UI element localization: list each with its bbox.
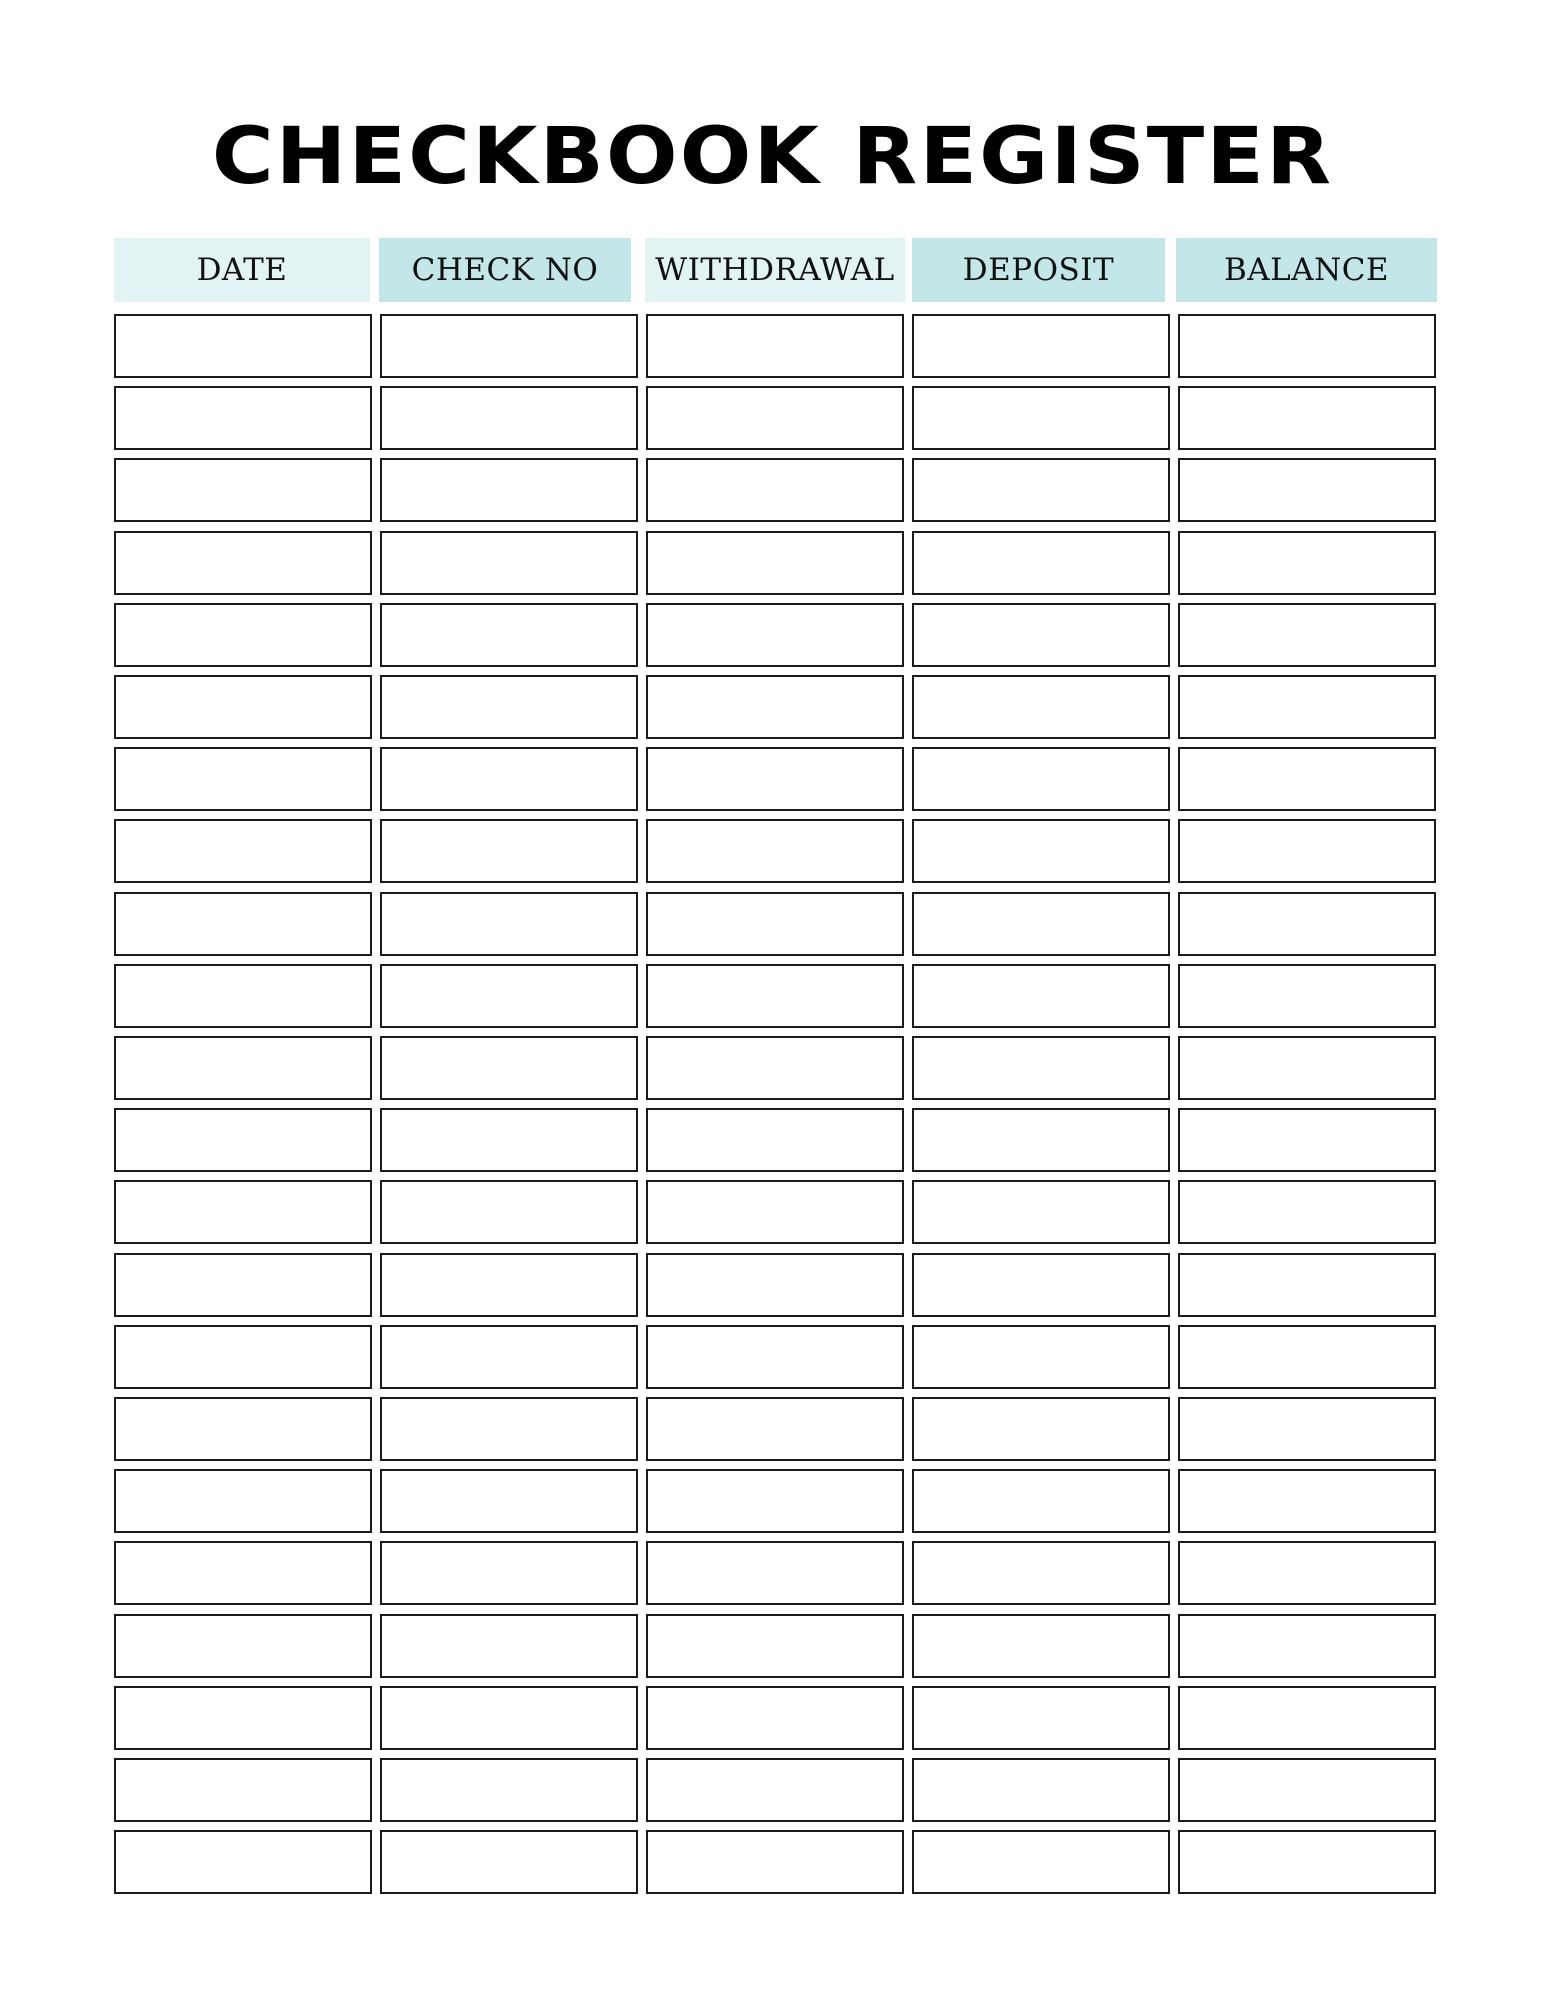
entry-cell-check-no[interactable] — [380, 892, 638, 956]
entry-cell-withdrawal[interactable] — [646, 1686, 904, 1750]
column-header-date: DATE — [114, 238, 370, 302]
entry-cell-check-no[interactable] — [380, 1325, 638, 1389]
entry-cell-date[interactable] — [114, 1686, 372, 1750]
entry-cell-withdrawal[interactable] — [646, 1036, 904, 1100]
entry-cell-withdrawal[interactable] — [646, 603, 904, 667]
entry-cell-date[interactable] — [114, 386, 372, 450]
entry-cell-date[interactable] — [114, 531, 372, 595]
entry-cell-check-no[interactable] — [380, 675, 638, 739]
entry-cell-deposit[interactable] — [912, 1686, 1170, 1750]
entry-cell-check-no[interactable] — [380, 531, 638, 595]
entry-cell-balance[interactable] — [1178, 1469, 1436, 1533]
entry-cell-deposit[interactable] — [912, 314, 1170, 378]
entry-cell-balance[interactable] — [1178, 458, 1436, 522]
entry-cell-withdrawal[interactable] — [646, 675, 904, 739]
entry-cell-withdrawal[interactable] — [646, 386, 904, 450]
entry-cell-date[interactable] — [114, 1397, 372, 1461]
entry-cell-deposit[interactable] — [912, 819, 1170, 883]
column-header-deposit: DEPOSIT — [912, 238, 1165, 302]
entry-cell-balance[interactable] — [1178, 1180, 1436, 1244]
entry-cell-date[interactable] — [114, 458, 372, 522]
entry-cell-deposit[interactable] — [912, 1397, 1170, 1461]
entry-cell-check-no[interactable] — [380, 1830, 638, 1894]
entry-cell-check-no[interactable] — [380, 458, 638, 522]
entry-cell-balance[interactable] — [1178, 819, 1436, 883]
entry-cell-date[interactable] — [114, 675, 372, 739]
entry-cell-balance[interactable] — [1178, 1686, 1436, 1750]
entry-cell-balance[interactable] — [1178, 1758, 1436, 1822]
entry-cell-deposit[interactable] — [912, 531, 1170, 595]
entry-cell-balance[interactable] — [1178, 675, 1436, 739]
entry-cell-withdrawal[interactable] — [646, 1541, 904, 1605]
entry-cell-deposit[interactable] — [912, 1758, 1170, 1822]
entry-cell-withdrawal[interactable] — [646, 314, 904, 378]
entry-cell-withdrawal[interactable] — [646, 1758, 904, 1822]
entry-cell-date[interactable] — [114, 314, 372, 378]
entry-cell-deposit[interactable] — [912, 1180, 1170, 1244]
entry-cell-deposit[interactable] — [912, 1614, 1170, 1678]
entry-cell-withdrawal[interactable] — [646, 747, 904, 811]
entry-cell-check-no[interactable] — [380, 1686, 638, 1750]
entry-cell-deposit[interactable] — [912, 675, 1170, 739]
column-header-withdrawal: WITHDRAWAL — [645, 238, 905, 302]
entry-cell-check-no[interactable] — [380, 1397, 638, 1461]
entry-cell-check-no[interactable] — [380, 1180, 638, 1244]
entry-cell-deposit[interactable] — [912, 603, 1170, 667]
entry-cell-withdrawal[interactable] — [646, 1325, 904, 1389]
entry-cell-deposit[interactable] — [912, 386, 1170, 450]
entry-cell-check-no[interactable] — [380, 1614, 638, 1678]
entry-cell-withdrawal[interactable] — [646, 1253, 904, 1317]
entry-cell-balance[interactable] — [1178, 314, 1436, 378]
entry-cell-date[interactable] — [114, 964, 372, 1028]
entry-cell-deposit[interactable] — [912, 747, 1170, 811]
entry-cell-check-no[interactable] — [380, 314, 638, 378]
entry-cell-date[interactable] — [114, 1108, 372, 1172]
entry-cell-check-no[interactable] — [380, 1469, 638, 1533]
entry-cell-balance[interactable] — [1178, 1253, 1436, 1317]
entry-cell-deposit[interactable] — [912, 1253, 1170, 1317]
entry-cell-deposit[interactable] — [912, 1469, 1170, 1533]
entry-cell-balance[interactable] — [1178, 1325, 1436, 1389]
entry-cell-check-no[interactable] — [380, 1253, 638, 1317]
entry-cell-balance[interactable] — [1178, 386, 1436, 450]
entry-cell-withdrawal[interactable] — [646, 1180, 904, 1244]
entry-cell-withdrawal[interactable] — [646, 531, 904, 595]
entry-cell-date[interactable] — [114, 1036, 372, 1100]
entry-cell-date[interactable] — [114, 1614, 372, 1678]
entry-cell-check-no[interactable] — [380, 1108, 638, 1172]
entry-cell-withdrawal[interactable] — [646, 458, 904, 522]
entry-cell-date[interactable] — [114, 603, 372, 667]
entry-cell-check-no[interactable] — [380, 964, 638, 1028]
entry-cell-deposit[interactable] — [912, 892, 1170, 956]
page-title: CHECKBOOK REGISTER — [211, 112, 1334, 202]
entry-cell-deposit[interactable] — [912, 458, 1170, 522]
entry-cell-date[interactable] — [114, 1758, 372, 1822]
entry-cell-deposit[interactable] — [912, 1325, 1170, 1389]
entry-cell-withdrawal[interactable] — [646, 819, 904, 883]
entry-cell-date[interactable] — [114, 1253, 372, 1317]
entry-cell-date[interactable] — [114, 1469, 372, 1533]
entry-cell-balance[interactable] — [1178, 603, 1436, 667]
entry-cell-withdrawal[interactable] — [646, 1108, 904, 1172]
column-header-check-no: CHECK NO — [379, 238, 631, 302]
entry-cell-date[interactable] — [114, 1325, 372, 1389]
entry-cell-check-no[interactable] — [380, 1036, 638, 1100]
entry-cell-balance[interactable] — [1178, 747, 1436, 811]
entry-cell-withdrawal[interactable] — [646, 1830, 904, 1894]
column-header-balance: BALANCE — [1176, 238, 1437, 302]
entry-cell-balance[interactable] — [1178, 1036, 1436, 1100]
entry-cell-check-no[interactable] — [380, 603, 638, 667]
entry-cell-date[interactable] — [114, 1541, 372, 1605]
entry-cell-date[interactable] — [114, 747, 372, 811]
entry-cell-deposit[interactable] — [912, 1036, 1170, 1100]
entry-cell-balance[interactable] — [1178, 1830, 1436, 1894]
entry-cell-date[interactable] — [114, 819, 372, 883]
entry-cell-check-no[interactable] — [380, 819, 638, 883]
entry-cell-withdrawal[interactable] — [646, 1614, 904, 1678]
entry-cell-balance[interactable] — [1178, 1108, 1436, 1172]
entry-cell-check-no[interactable] — [380, 747, 638, 811]
entry-cell-withdrawal[interactable] — [646, 964, 904, 1028]
entry-cell-balance[interactable] — [1178, 892, 1436, 956]
entry-cell-balance[interactable] — [1178, 964, 1436, 1028]
entry-cell-deposit[interactable] — [912, 1830, 1170, 1894]
entry-cell-withdrawal[interactable] — [646, 892, 904, 956]
entry-cell-withdrawal[interactable] — [646, 1469, 904, 1533]
entry-cell-balance[interactable] — [1178, 1614, 1436, 1678]
entry-cell-check-no[interactable] — [380, 386, 638, 450]
entry-cell-deposit[interactable] — [912, 1541, 1170, 1605]
entry-cell-balance[interactable] — [1178, 531, 1436, 595]
entry-cell-balance[interactable] — [1178, 1397, 1436, 1461]
entry-cell-deposit[interactable] — [912, 1108, 1170, 1172]
entry-cell-check-no[interactable] — [380, 1758, 638, 1822]
entry-cell-balance[interactable] — [1178, 1541, 1436, 1605]
entry-cell-date[interactable] — [114, 1830, 372, 1894]
entry-cell-deposit[interactable] — [912, 964, 1170, 1028]
entry-cell-date[interactable] — [114, 1180, 372, 1244]
entry-cell-check-no[interactable] — [380, 1541, 638, 1605]
entry-cell-withdrawal[interactable] — [646, 1397, 904, 1461]
entry-cell-date[interactable] — [114, 892, 372, 956]
